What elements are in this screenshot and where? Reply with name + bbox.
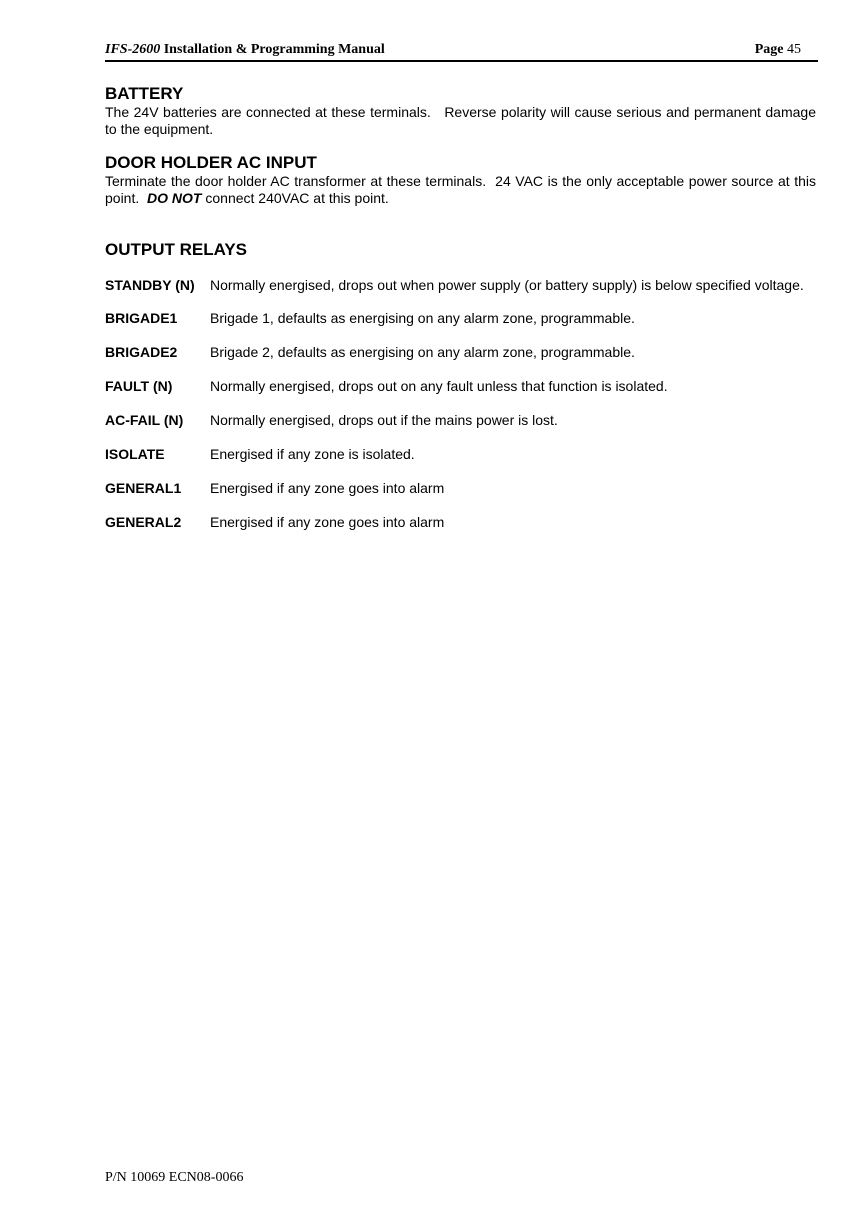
battery-text: The 24V batteries are connected at these terminals. Reverse polarity will cause serious and permanent damage to the equipment. (105, 104, 820, 137)
door-holder-heading: DOOR HOLDER AC INPUT (105, 153, 317, 172)
relay-name: GENERAL1 (105, 480, 182, 496)
door-holder-emphasis: DO NOT (147, 190, 202, 206)
relay-name: FAULT (N) (105, 378, 173, 394)
door-holder-text (105, 173, 820, 207)
relay-name: GENERAL2 (105, 514, 182, 530)
header-product: IFS-2600 (105, 42, 161, 57)
relay-description: Brigade 2, defaults as energising on any alarm zone, programmable. (210, 344, 635, 360)
relay-name: BRIGADE1 (105, 310, 178, 326)
relay-name: AC-FAIL (N) (105, 412, 184, 428)
relay-description: Energised if any zone is isolated. (210, 446, 415, 462)
header-rule (105, 60, 818, 62)
relay-description: Brigade 1, defaults as energising on any alarm zone, programmable. (210, 310, 635, 326)
relay-item-general2 (105, 514, 816, 531)
page-footer: P/N 10069 ECN08-0066 (105, 1170, 244, 1185)
relay-item-isolate (105, 446, 816, 463)
battery-heading: BATTERY (105, 84, 184, 103)
page-content (105, 84, 820, 548)
relay-description: Normally energised, drops out on any fault unless that function is isolated. (210, 378, 668, 394)
relay-description: Energised if any zone goes into alarm (210, 480, 445, 496)
relay-list (105, 277, 816, 531)
header-page (755, 42, 801, 58)
output-relays-heading: OUTPUT RELAYS (105, 240, 248, 259)
relay-item-standby (105, 277, 816, 294)
relay-description: Normally energised, drops out when power supply (or battery supply) is below specified voltage. (210, 277, 804, 293)
relay-name: ISOLATE (105, 446, 165, 462)
relay-description: Energised if any zone goes into alarm (210, 514, 445, 530)
door-holder-text-after: connect 240VAC at this point. (201, 190, 389, 206)
page-header (105, 42, 818, 60)
page-number: 45 (787, 42, 801, 57)
relay-item-fault (105, 378, 816, 395)
header-title (105, 42, 385, 58)
relay-item-brigade1 (105, 310, 816, 327)
relay-name: STANDBY (N) (105, 277, 195, 293)
relay-description: Normally energised, drops out if the mains power is lost. (210, 412, 558, 428)
relay-item-general1 (105, 480, 816, 497)
relay-item-brigade2 (105, 344, 816, 361)
door-holder-text-before: Terminate the door holder AC transformer at these terminals. 24 VAC is the only acceptable power source at this point. (105, 173, 820, 206)
relay-item-ac-fail (105, 412, 816, 429)
page-label: Page (754, 42, 784, 57)
relay-name: BRIGADE2 (105, 344, 178, 360)
header-manual-title: Installation & Programming Manual (163, 42, 385, 57)
